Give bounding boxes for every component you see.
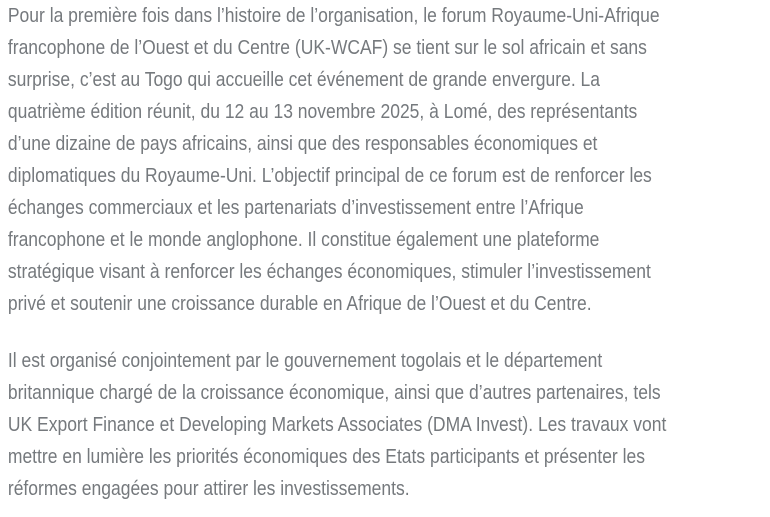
article-paragraph-2: Il est organisé conjointement par le gouvernement togolais et le département britannique chargé de la croissance économique, ainsi que d’autres partenaires, tels UK Export Finance et Developing Markets Associates (DMA Invest). Les travaux vont mettre en lumière les priorités économiques des Etats participants et présenter les réformes engagées pour attirer les investissements. <box>7 350 667 500</box>
article-paragraph-1: Pour la première fois dans l’histoire de l’organisation, le forum Royaume-Uni-Afrique francophone de l’Ouest et du Centre (UK-WCAF) se tient sur le sol africain et sans surprise, c’est au Togo qui accueille cet événement de grande envergure. La quatrième édition réunit, du 12 au 13 novembre 2025, à Lomé, des représentants d’une dizaine de pays africains, ainsi que des responsables économiques et diplomatiques du Royaume-Uni. L’objectif principal de ce forum est de renforcer les échanges commerciaux et les partenariats d’investissement entre l’Afrique francophone et le monde anglophone. Il constitue également une plateforme stratégique visant à renforcer les échanges économiques, stimuler l’investissement privé et soutenir une croissance durable en Afrique de l’Ouest et du Centre. <box>7 5 660 315</box>
